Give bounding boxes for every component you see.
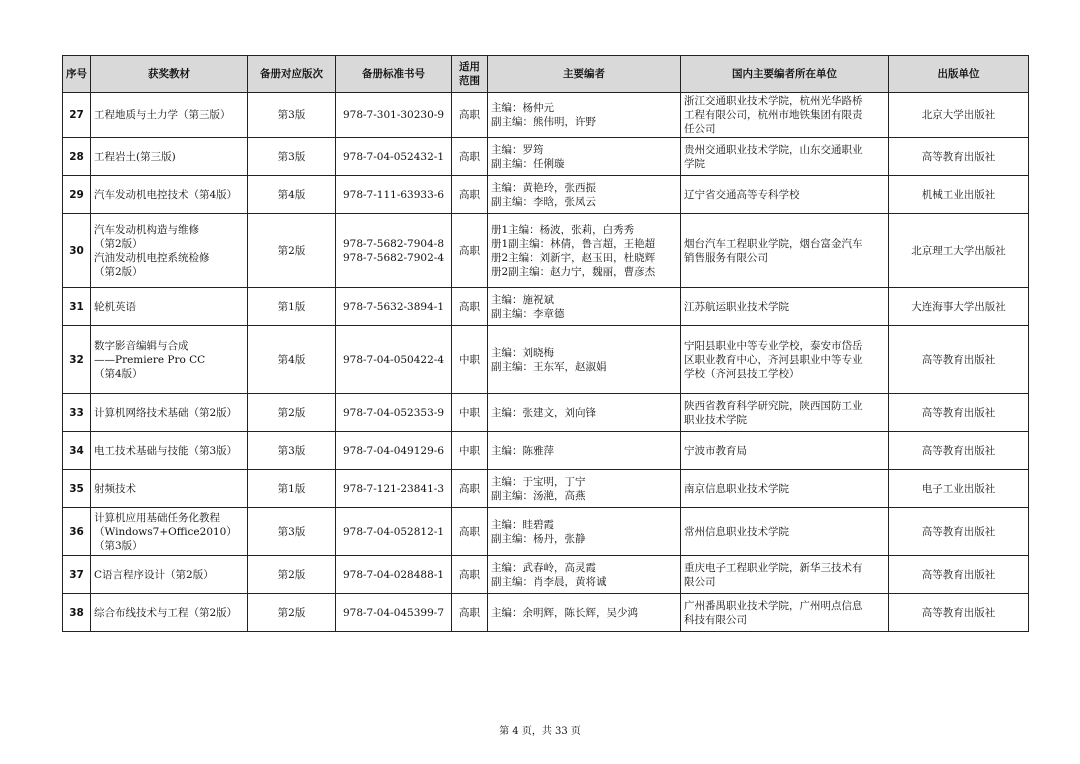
cell-unit-line: 宁波市教育局	[684, 444, 747, 457]
cell-unit-line: 浙江交通职业技术学院，杭州光华路桥	[684, 95, 863, 107]
cell-book	[91, 326, 248, 394]
cell-editors-line: 副主编：汤滟，高燕	[491, 489, 586, 502]
cell-scope: 高职	[452, 138, 488, 176]
cell-book-line: （第2版）	[94, 237, 143, 250]
header-seq: 序号	[63, 56, 91, 93]
cell-book-line: （第3版）	[94, 539, 143, 552]
cell-edition: 第3版	[248, 138, 336, 176]
cell-editors-line: 副主编：熊伟明，许野	[491, 116, 596, 128]
cell-unit	[681, 176, 889, 214]
cell-edition: 第2版	[248, 214, 336, 288]
cell-editors-line: 副主编：王东军，赵淑娟	[491, 360, 607, 373]
cell-publisher: 大连海事大学出版社	[889, 288, 1029, 326]
header-edition: 备册对应版次	[248, 56, 336, 93]
cell-editors-line: 副主编：杨丹，张静	[491, 532, 586, 545]
cell-seq: 38	[63, 594, 91, 632]
cell-editors-line: 副主编：肖李晨，黄将诚	[491, 575, 607, 588]
cell-scope: 高职	[452, 176, 488, 214]
cell-editors-line: 主编：于宝明，丁宁	[491, 475, 586, 488]
cell-isbn	[336, 288, 452, 326]
cell-seq: 30	[63, 214, 91, 288]
cell-editors-line: 主编：武春岭，高灵霞	[491, 561, 596, 574]
cell-unit	[681, 394, 889, 432]
cell-edition: 第2版	[248, 556, 336, 594]
cell-isbn	[336, 394, 452, 432]
cell-editors	[488, 138, 681, 176]
cell-editors-line: 副主编：李章德	[491, 307, 565, 320]
cell-unit-line: 烟台汽车工程职业学院，烟台富金汽车	[684, 237, 863, 250]
cell-edition: 第2版	[248, 594, 336, 632]
header-unit: 国内主要编者所在单位	[681, 56, 889, 93]
cell-unit	[681, 214, 889, 288]
cell-publisher: 高等教育出版社	[889, 508, 1029, 556]
cell-isbn	[336, 556, 452, 594]
cell-unit	[681, 93, 889, 138]
cell-book	[91, 93, 248, 138]
cell-edition: 第2版	[248, 394, 336, 432]
cell-isbn	[336, 594, 452, 632]
cell-editors-line: 册1主编：杨波，张莉，白秀秀	[491, 223, 635, 236]
cell-editors-line: 主编：罗筠	[491, 143, 544, 156]
cell-editors	[488, 394, 681, 432]
cell-editors-line: 副主编：李晗，张凤云	[491, 195, 596, 208]
cell-editors	[488, 176, 681, 214]
cell-book-line: 轮机英语	[94, 300, 136, 313]
cell-isbn-line: 978-7-04-052432-1	[342, 150, 445, 163]
cell-unit	[681, 432, 889, 470]
cell-isbn-line: 978-7-04-052353-9	[342, 406, 445, 419]
cell-isbn	[336, 93, 452, 138]
cell-edition: 第4版	[248, 176, 336, 214]
cell-isbn	[336, 508, 452, 556]
cell-editors	[488, 556, 681, 594]
cell-editors-line: 册2主编：刘新宇，赵玉田，杜晓辉	[491, 251, 656, 264]
cell-seq: 33	[63, 394, 91, 432]
cell-publisher: 高等教育出版社	[889, 556, 1029, 594]
cell-book-line: 综合布线技术与工程（第2版）	[94, 606, 238, 619]
cell-book-line: 汽车发动机构造与维修	[94, 223, 199, 236]
cell-unit-line: 工程有限公司，杭州市地铁集团有限责	[684, 109, 863, 121]
cell-isbn	[336, 470, 452, 508]
cell-unit-line: 区职业教育中心，齐河县职业中等专业	[684, 353, 863, 366]
cell-scope: 中职	[452, 326, 488, 394]
cell-book-line: 汽车发动机电控技术（第4版）	[94, 188, 238, 201]
cell-seq: 34	[63, 432, 91, 470]
cell-unit-line: 常州信息职业技术学院	[684, 525, 789, 538]
header-isbn: 备册标准书号	[336, 56, 452, 93]
cell-book-line: 电工技术基础与技能（第3版）	[94, 444, 238, 457]
cell-unit-line: 销售服务有限公司	[684, 251, 768, 264]
cell-editors-line: 册2副主编：赵力宁，魏丽，曹彦杰	[491, 265, 656, 278]
cell-unit-line: 宁阳县职业中等专业学校，泰安市岱岳	[684, 339, 863, 352]
cell-scope: 高职	[452, 470, 488, 508]
cell-scope: 高职	[452, 93, 488, 138]
header-row	[63, 56, 1029, 93]
cell-editors	[488, 508, 681, 556]
table-row	[63, 556, 1029, 594]
cell-book	[91, 594, 248, 632]
cell-seq: 36	[63, 508, 91, 556]
cell-edition: 第3版	[248, 508, 336, 556]
cell-isbn-line: 978-7-5682-7904-8	[342, 237, 445, 250]
cell-publisher: 北京理工大学出版社	[889, 214, 1029, 288]
cell-unit-line: 广州番禺职业技术学院，广州明点信息	[684, 599, 863, 612]
cell-publisher: 高等教育出版社	[889, 432, 1029, 470]
cell-book-line: 工程岩土(第三版)	[94, 150, 176, 163]
cell-publisher: 高等教育出版社	[889, 138, 1029, 176]
cell-editors-line: 册1副主编：林倩，鲁言超，王艳超	[491, 237, 656, 250]
cell-book-line: 工程地质与土力学（第三版）	[94, 109, 231, 121]
cell-isbn	[336, 214, 452, 288]
header-scope: 适用范围	[452, 56, 488, 93]
cell-editors	[488, 432, 681, 470]
cell-publisher: 高等教育出版社	[889, 594, 1029, 632]
cell-editors-line: 主编：眭碧霞	[491, 518, 554, 531]
cell-seq: 29	[63, 176, 91, 214]
cell-isbn-line: 978-7-04-050422-4	[342, 353, 445, 366]
cell-unit	[681, 594, 889, 632]
table-row	[63, 394, 1029, 432]
table-row	[63, 93, 1029, 138]
cell-unit-line: 学院	[684, 157, 705, 170]
cell-book	[91, 176, 248, 214]
cell-book-line: （第2版）	[94, 265, 143, 278]
cell-editors-line: 主编：陈雅萍	[491, 444, 554, 457]
cell-scope: 中职	[452, 432, 488, 470]
cell-edition: 第1版	[248, 470, 336, 508]
cell-isbn-line: 978-7-301-30230-9	[342, 109, 445, 121]
cell-isbn-line: 978-7-121-23841-3	[342, 482, 445, 495]
cell-publisher: 北京大学出版社	[889, 93, 1029, 138]
cell-book-line: ——Premiere Pro CC	[94, 353, 206, 366]
table-row	[63, 176, 1029, 214]
cell-publisher: 高等教育出版社	[889, 394, 1029, 432]
table-body	[63, 93, 1029, 632]
table-row	[63, 214, 1029, 288]
cell-seq: 31	[63, 288, 91, 326]
cell-editors-line: 主编：黄艳玲，张西振	[491, 181, 596, 194]
cell-editors	[488, 214, 681, 288]
cell-isbn	[336, 326, 452, 394]
cell-publisher: 机械工业出版社	[889, 176, 1029, 214]
header-book: 获奖教材	[91, 56, 248, 93]
cell-unit	[681, 470, 889, 508]
cell-seq: 27	[63, 93, 91, 138]
cell-unit	[681, 288, 889, 326]
cell-scope: 中职	[452, 394, 488, 432]
cell-scope: 高职	[452, 508, 488, 556]
cell-unit-line: 陕西省教育科学研究院，陕西国防工业	[684, 399, 863, 412]
cell-seq: 37	[63, 556, 91, 594]
cell-unit	[681, 508, 889, 556]
cell-book-line: 汽油发动机电控系统检修	[94, 251, 210, 264]
awards-table	[62, 55, 1029, 632]
cell-scope: 高职	[452, 556, 488, 594]
cell-publisher: 电子工业出版社	[889, 470, 1029, 508]
table-row	[63, 508, 1029, 556]
cell-unit-line: 限公司	[684, 575, 716, 588]
table-row	[63, 138, 1029, 176]
cell-editors	[488, 326, 681, 394]
cell-isbn-line: 978-7-04-049129-6	[342, 444, 445, 457]
cell-unit-line: 学校（齐河县技工学校）	[684, 367, 800, 380]
header-editors: 主要编者	[488, 56, 681, 93]
cell-editors-line: 主编：施祝斌	[491, 293, 554, 306]
cell-book	[91, 556, 248, 594]
cell-unit-line: 重庆电子工程职业学院，新华三技术有	[684, 561, 863, 574]
cell-isbn-line: 978-7-04-052812-1	[342, 525, 445, 538]
cell-unit	[681, 326, 889, 394]
cell-editors-line: 主编：张建文，刘向锋	[491, 406, 596, 419]
cell-unit-line: 职业技术学院	[684, 413, 747, 426]
cell-isbn-line: 978-7-5682-7902-4	[342, 251, 445, 264]
cell-edition: 第3版	[248, 93, 336, 138]
cell-seq: 35	[63, 470, 91, 508]
cell-unit	[681, 556, 889, 594]
cell-book-line: 计算机网络技术基础（第2版）	[94, 406, 238, 419]
cell-book	[91, 432, 248, 470]
cell-isbn-line: 978-7-04-045399-7	[342, 606, 445, 619]
cell-editors-line: 副主编：任俐璇	[491, 157, 565, 170]
cell-scope: 高职	[452, 288, 488, 326]
cell-book-line: 射频技术	[94, 482, 136, 495]
table-row	[63, 594, 1029, 632]
cell-book-line: （第4版）	[94, 367, 143, 380]
cell-scope: 高职	[452, 214, 488, 288]
cell-isbn-line: 978-7-5632-3894-1	[342, 300, 445, 313]
cell-isbn-line: 978-7-04-028488-1	[342, 568, 445, 581]
cell-editors	[488, 594, 681, 632]
cell-unit-line: 江苏航运职业技术学院	[684, 300, 789, 313]
cell-book	[91, 288, 248, 326]
cell-editors-line: 主编：余明辉，陈长辉，吴少鸿	[491, 606, 638, 619]
cell-book	[91, 138, 248, 176]
cell-book-line: （Windows7+Office2010）	[94, 525, 237, 538]
cell-editors	[488, 288, 681, 326]
cell-book	[91, 394, 248, 432]
cell-publisher: 高等教育出版社	[889, 326, 1029, 394]
page-footer: 第 4 页，共 33 页	[499, 726, 581, 737]
cell-edition: 第3版	[248, 432, 336, 470]
cell-book-line: C语言程序设计（第2版）	[94, 568, 214, 581]
cell-isbn-line: 978-7-111-63933-6	[342, 188, 445, 201]
cell-editors-line: 主编：刘晓梅	[491, 346, 554, 359]
cell-unit-line: 任公司	[684, 123, 716, 135]
cell-isbn	[336, 138, 452, 176]
cell-book	[91, 470, 248, 508]
cell-edition: 第1版	[248, 288, 336, 326]
cell-unit-line: 辽宁省交通高等专科学校	[684, 188, 800, 201]
table-row	[63, 288, 1029, 326]
cell-seq: 32	[63, 326, 91, 394]
cell-isbn	[336, 432, 452, 470]
cell-scope: 高职	[452, 594, 488, 632]
table-row	[63, 326, 1029, 394]
cell-book	[91, 214, 248, 288]
header-publisher: 出版单位	[889, 56, 1029, 93]
cell-book-line: 计算机应用基础任务化教程	[94, 511, 220, 524]
cell-book	[91, 508, 248, 556]
cell-book-line: 数字影音编辑与合成	[94, 339, 189, 352]
cell-isbn	[336, 176, 452, 214]
cell-unit-line: 贵州交通职业技术学院，山东交通职业	[684, 143, 863, 156]
cell-unit	[681, 138, 889, 176]
cell-edition: 第4版	[248, 326, 336, 394]
table-row	[63, 432, 1029, 470]
table-row	[63, 470, 1029, 508]
cell-seq: 28	[63, 138, 91, 176]
cell-unit-line: 科技有限公司	[684, 613, 747, 626]
cell-editors	[488, 470, 681, 508]
cell-unit-line: 南京信息职业技术学院	[684, 482, 789, 495]
cell-editors-line: 主编：杨仲元	[491, 102, 554, 114]
cell-editors	[488, 93, 681, 138]
